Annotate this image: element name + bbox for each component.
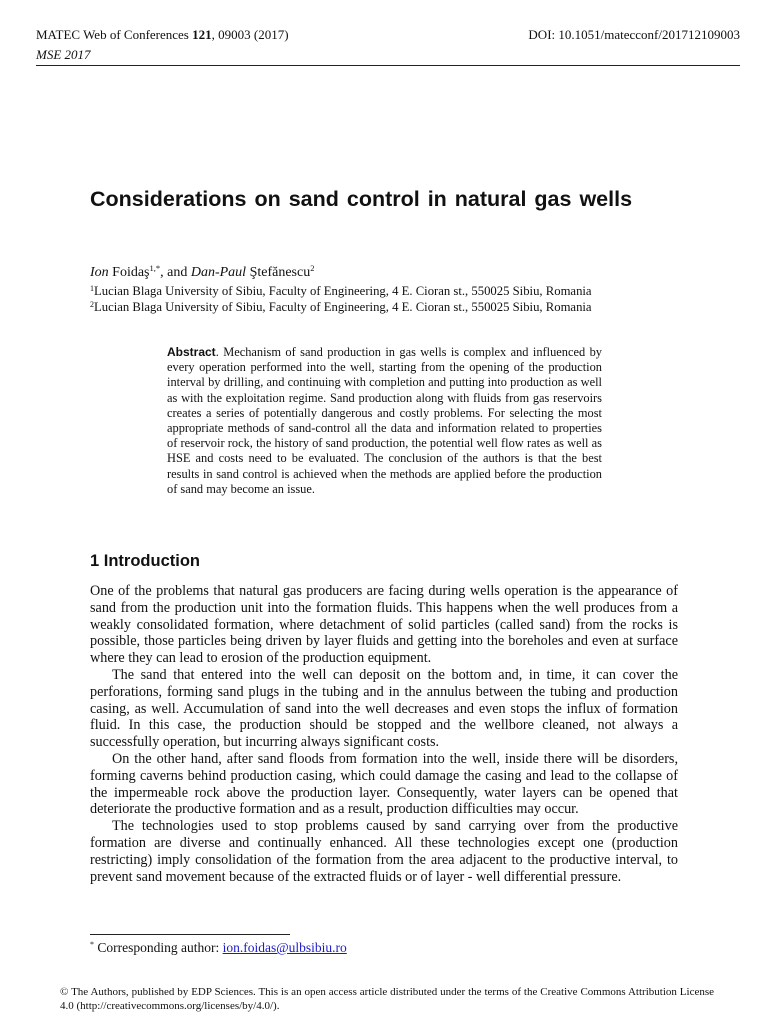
affiliation-1-text: Lucian Blaga University of Sibiu, Faculty of Engineering, 4 E. Cioran st., 550025 Sibiu, Romania	[94, 284, 592, 298]
author-1-affiliation-mark: 1,*	[149, 263, 161, 273]
body-paragraph: One of the problems that natural gas producers are facing during wells operation is the appearance of sand from the production unit into the formation fluids. This happens when the well produces from a weakly consolidated formation, where detachment of solid particles (called sand) from the rocks is possible, those particles being driven by layer fluids and getting into the boreholes and even at surface where they can lead to erosion of the production equipment.	[90, 583, 678, 667]
body-paragraph: The technologies used to stop problems caused by sand carrying over from the productive formation are diverse and continually enhanced. All these technologies except one (production restricting) imply consolidation of the formation from the area adjacent to the productive interval, to prevent sand movement because of the extracted fluids or of layer - well differential pressure.	[90, 818, 678, 885]
license-notice: © The Authors, published by EDP Sciences. This is an open access article distributed under the terms of the Creative Commons Attribution License 4.0 (http://creativecommons.org/licenses/by/4.0/).	[60, 986, 714, 1012]
affiliation-1	[90, 283, 592, 299]
journal-volume: 121	[192, 27, 212, 42]
abstract-label: Abstract	[167, 345, 216, 359]
author-2-affiliation-mark: 2	[310, 263, 315, 273]
abstract	[167, 345, 602, 497]
journal-citation	[36, 27, 289, 42]
doi: DOI: 10.1051/matecconf/201712109003	[528, 27, 740, 42]
author-email-link[interactable]: ion.foidas@ulbsibiu.ro	[222, 940, 347, 955]
author-list	[90, 265, 314, 281]
footnote-divider	[90, 934, 290, 935]
section-body	[90, 583, 678, 885]
author-1-given-name: Ion	[90, 265, 109, 280]
body-paragraph: On the other hand, after sand floods from formation into the well, inside there will be disorders, forming caverns behind production casing, which could damage the casing and lead to the collapse of the impermeable rock above the production layer. Consequently, water layers can be opened that deteriorate the productive formation and as a result, production difficulties may occur.	[90, 750, 678, 818]
affiliation-1-number: 1	[90, 284, 94, 293]
author-2-given-name: Dan-Paul	[190, 265, 247, 280]
body-paragraph: The sand that entered into the well can deposit on the bottom and, in time, it can cover the perforations, forming sand plugs in the tubing and in the annulus between the tubing and production casing, as well. Accumulation of sand into the well decreases and even stops the influx of formation fluid. In this case, the production should be stopped and the wellbore cleaned, not always a successfully operation, but incurring always significant costs.	[90, 666, 678, 751]
header-divider	[36, 65, 740, 66]
author-1-family-name: Foidaş	[108, 265, 150, 280]
affiliation-2	[90, 299, 592, 315]
footnote	[90, 940, 347, 956]
affiliation-2-text: Lucian Blaga University of Sibiu, Faculty of Engineering, 4 E. Cioran st., 550025 Sibiu, Romania	[94, 300, 592, 314]
article-number: , 09003 (2017)	[211, 27, 289, 42]
footnote-label: Corresponding author:	[94, 940, 223, 955]
paper-title: Considerations on sand control in natural gas wells	[90, 187, 633, 211]
affiliation-2-number: 2	[90, 300, 94, 309]
author-2-family-name: Ştefănescu	[246, 265, 311, 280]
footnote-mark: *	[90, 940, 94, 949]
author-joiner: , and	[160, 265, 191, 280]
conference-name: MSE 2017	[36, 47, 91, 62]
journal-name: MATEC Web of Conferences	[36, 27, 189, 42]
abstract-text: . Mechanism of sand production in gas wells is complex and influenced by every operation performed into the well, starting from the opening of the production interval by drilling, and continuing with completion and putting into production as well as with the exploitation regime. Sand production along with fluids from gas reservoirs creates a series of potentially dangerous and costly problems. For selecting the most appropriate methods of sand-control all the data and information related to properties of reservoir rock, the history of sand production, the potential well flow rates as well as HSE and costs need to be evaluated. The conclusion of the authors is that the best results in sand control is achieved when the methods are applied before the production of sand may become an issue.	[167, 345, 602, 496]
section-heading: 1 Introduction	[90, 552, 200, 570]
